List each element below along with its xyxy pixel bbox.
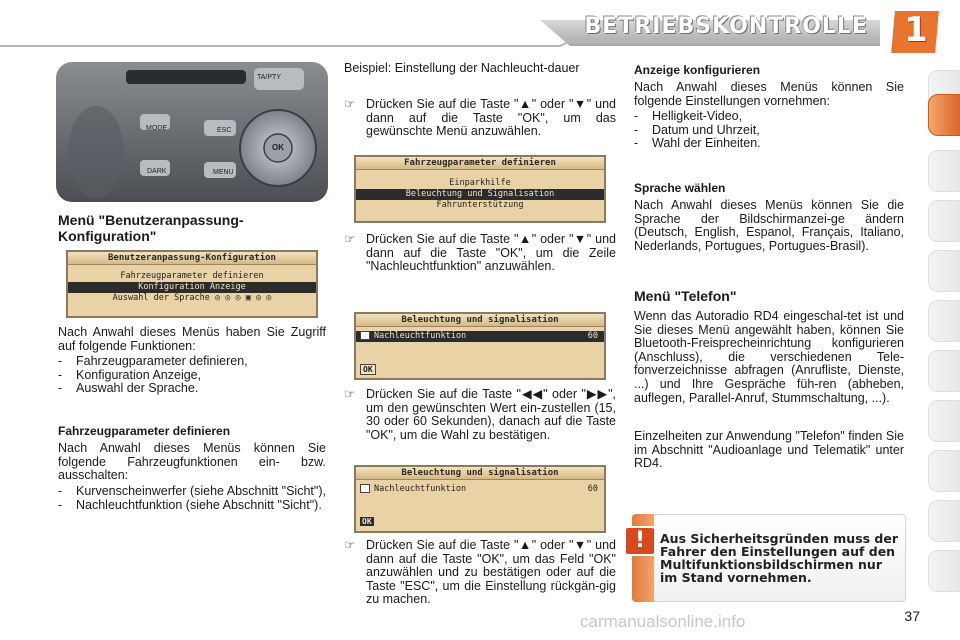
- heading-benutzeranpassung: Menü "Benutzeranpassung-Konfiguration": [58, 212, 244, 244]
- chapter-tab-active[interactable]: [928, 94, 960, 136]
- ok-button[interactable]: OK: [272, 143, 284, 152]
- checkbox-icon: [360, 484, 370, 493]
- list-anzeige: [634, 110, 904, 151]
- chapter-tab[interactable]: [928, 550, 960, 592]
- esc-button[interactable]: ESC: [217, 127, 232, 134]
- screen-line: Einparkhilfe: [449, 178, 511, 188]
- pointing-hand-icon: ☞: [344, 97, 356, 111]
- screen-fahrzeugparameter: [354, 155, 606, 223]
- pointing-hand-icon: ☞: [344, 232, 356, 246]
- heading-anzeige: Anzeige konfigurieren: [634, 63, 761, 77]
- text-anzeige: Nach Anwahl dieses Menüs können Sie folgende Einstellungen vornehmen:: [634, 80, 904, 108]
- screen-line: Fahrunterstützung: [436, 200, 524, 210]
- page-number: 37: [904, 608, 920, 624]
- pointing-hand-icon: ☞: [344, 538, 356, 552]
- menu-button[interactable]: MENU: [213, 169, 234, 176]
- chapter-tab[interactable]: [928, 350, 960, 392]
- text-example: Beispiel: Einstellung der Nachleucht-dauer: [344, 61, 580, 75]
- chapter-tab[interactable]: [928, 450, 960, 492]
- screen-title: Beleuchtung und signalisation: [356, 467, 604, 480]
- list-fahrzeugfunktionen: [58, 485, 326, 512]
- heading-sprache: Sprache wählen: [634, 181, 726, 195]
- text-fahrzeugparameter: Nach Anwahl dieses Menüs können Sie folgende Fahrzeugfunktionen ein- bzw. ausschalten:: [58, 441, 326, 483]
- heading-telefon: Menü "Telefon": [634, 288, 737, 304]
- pointing-hand-icon: ☞: [344, 387, 356, 401]
- list-item: - Kurvenscheinwerfer (siehe Abschnitt "Sicht"),: [58, 484, 326, 498]
- screen-line-selected: Beleuchtung und Signalisation: [356, 189, 604, 200]
- screen-line: Nachleuchtfunktion 60: [356, 484, 604, 495]
- checkbox-icon: [360, 331, 370, 340]
- warning-icon: !: [624, 526, 656, 556]
- list-item: - Fahrzeugparameter definieren,: [58, 354, 248, 368]
- screen-title: Fahrzeugparameter definieren: [356, 157, 604, 170]
- chapter-number: 1: [904, 10, 928, 50]
- text-sprache: Nach Anwahl dieses Menüs können Sie die Sprache der Bildschirmanzei-ge ändern (Deutsch, English, Espanol, Français, Italiano, Nederlands, Portugues, Portugues-Brasil).: [634, 198, 904, 253]
- heading-fahrzeugparameter: Fahrzeugparameter definieren: [58, 424, 231, 438]
- screen-beleuchtung-1: [354, 312, 606, 380]
- ok-field-selected: OK: [362, 517, 372, 526]
- step-2: ☞ Drücken Sie auf die Taste "▲" oder "▼" und dann auf die Taste "OK", um die Zeile "Nachleuchtfunktion" anzuwählen.: [344, 232, 616, 274]
- chapter-tab[interactable]: [928, 300, 960, 342]
- step-3: ☞ Drücken Sie auf die Taste "◀◀" oder "▶▶", um den gewünschten Wert ein-zustellen (15, 30 oder 60 Sekunden), danach auf die Taste "OK", um die Wahl zu bestätigen.: [344, 387, 616, 442]
- radio-panel-illustration: [56, 62, 328, 202]
- list-item: - Auswahl der Sprache.: [58, 381, 199, 396]
- chapter-tab[interactable]: [928, 400, 960, 442]
- chapter-tab[interactable]: [928, 250, 960, 292]
- list-functions: [58, 355, 326, 396]
- chapter-tab[interactable]: [928, 150, 960, 192]
- mode-button[interactable]: MODE: [146, 125, 167, 132]
- list-item: - Datum und Uhrzeit,: [634, 122, 760, 137]
- value-60: 60: [587, 484, 598, 494]
- screen-beleuchtung-2: [354, 465, 606, 533]
- list-item: - Wahl der Einheiten.: [634, 136, 761, 151]
- screen-line-selected: Nachleuchtfunktion 60: [356, 331, 604, 342]
- text-telefon: Wenn das Autoradio RD4 eingeschal-tet ist und Sie dieses Menü angewählt haben, können Sie Bluetooth-Freisprecheinrichtung konfigurieren (Anschluss), die verschiedenen Tele-fonverzeichnisse abfragen (Anrufliste, Dienste, ...) und Ihre Gespräche füh-ren (abheben, auflegen, Parallel-Anruf, Stummschaltung, ...).: [634, 309, 904, 405]
- text-telefon-details: Einzelheiten zur Anwendung "Telefon" finden Sie im Abschnitt "Audioanlage und Telematik" unter RD4.: [634, 429, 904, 471]
- value-60: 60: [587, 331, 598, 341]
- step-1: ☞ Drücken Sie auf die Taste "▲" oder "▼" und dann auf die Taste "OK", um das gewünschte Menü anzuwählen.: [344, 97, 616, 139]
- text-intro: Nach Anwahl dieses Menüs haben Sie Zugriff auf folgende Funktionen:: [58, 325, 326, 353]
- screen-line: Fahrzeugparameter definieren: [120, 271, 264, 281]
- list-item: - Konfiguration Anzeige,: [58, 367, 202, 382]
- screen-benutzeranpassung: [66, 250, 318, 318]
- screen-line: Auswahl der Sprache ◎ ◎ ◎ ▣ ◎ ◎: [112, 293, 272, 303]
- dark-button[interactable]: DARK: [147, 168, 167, 175]
- ta-pty-button[interactable]: TA/PTY: [257, 74, 281, 81]
- chapter-tab[interactable]: [928, 500, 960, 542]
- watermark: carmanualsonline.info: [580, 612, 746, 631]
- page-title: BETRIEBSKONTROLLE: [584, 14, 868, 39]
- list-item: - Helligkeit-Video,: [634, 109, 743, 123]
- screen-line-selected: Konfiguration Anzeige: [68, 282, 316, 293]
- ok-field: OK: [360, 364, 376, 375]
- screen-title: Benutzeranpassung-Konfiguration: [68, 252, 316, 265]
- chapter-tab[interactable]: [928, 200, 960, 242]
- screen-title: Beleuchtung und signalisation: [356, 314, 604, 327]
- list-item: - Nachleuchtfunktion (siehe Abschnitt "Sicht").: [58, 497, 322, 512]
- step-4: ☞ Drücken Sie auf die Taste "▲" oder "▼" und dann auf die Taste "OK", um das Feld "OK" anzuwählen und zu bestätigen oder auf die Taste "ESC", um die Einstellung rückgän-gig zu machen.: [344, 538, 616, 607]
- warning-text: Aus Sicherheitsgründen muss der Fahrer den Einstellungen auf den Multifunktionsbildschirmen nur im Stand vornehmen.: [660, 531, 899, 585]
